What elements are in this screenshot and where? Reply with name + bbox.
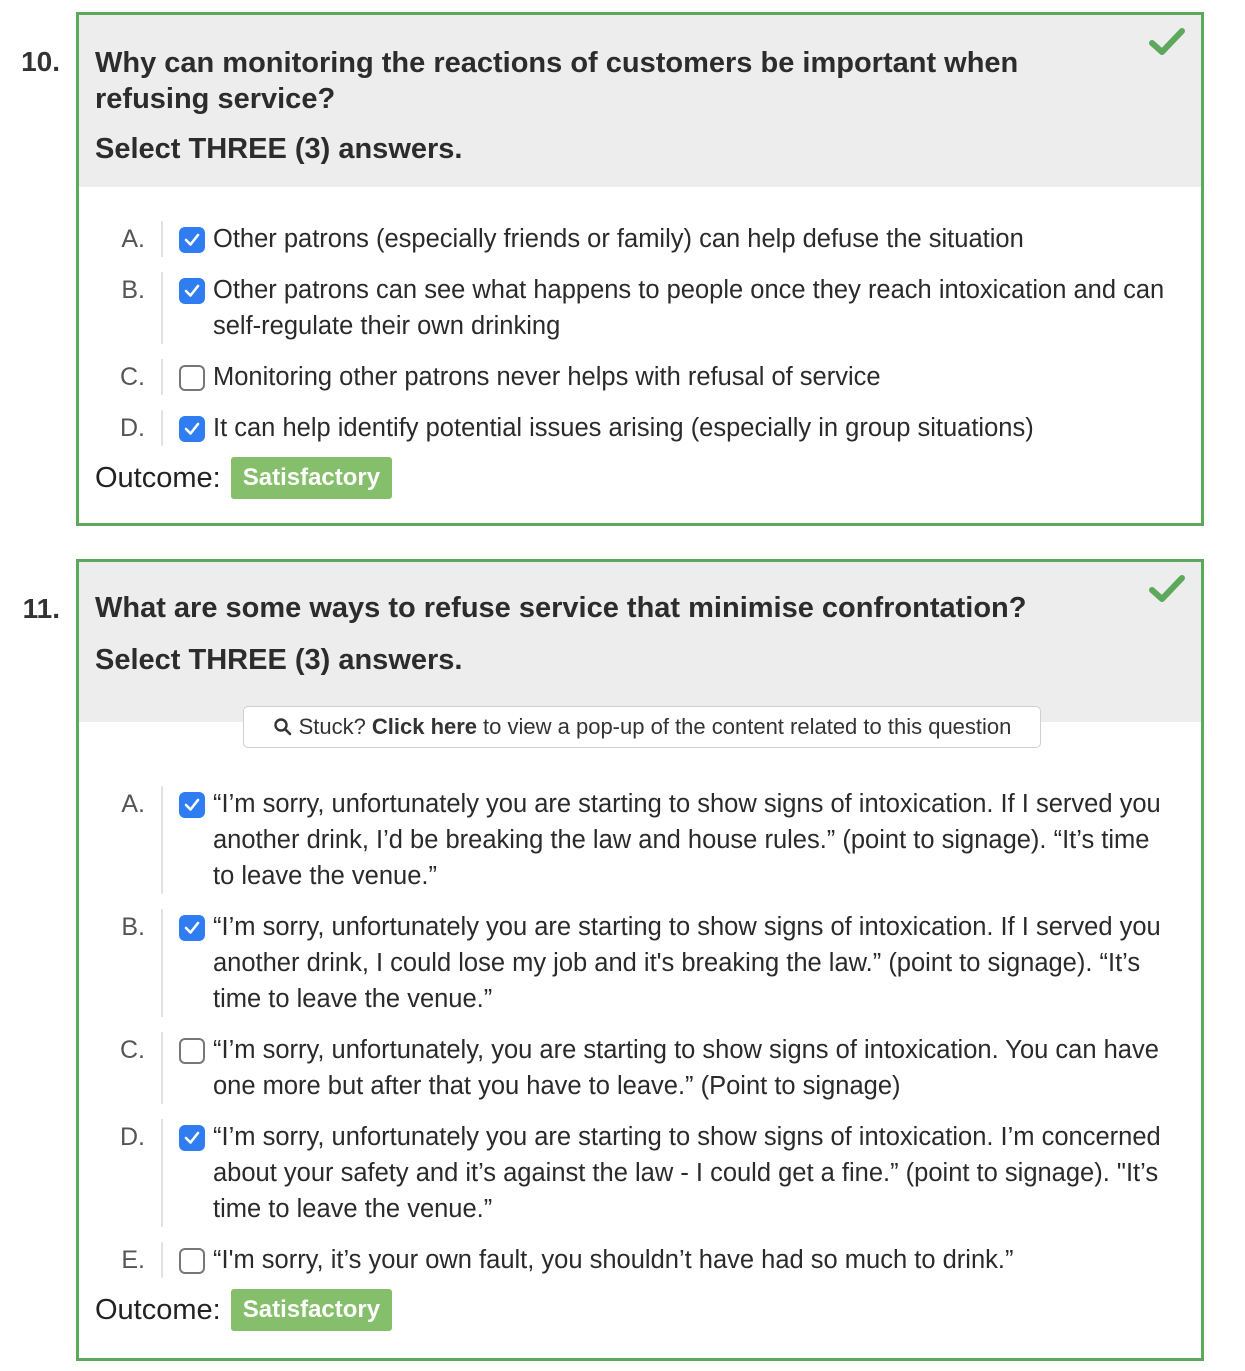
answer-options <box>79 187 1201 446</box>
answer-option[interactable] <box>79 1119 1201 1227</box>
answer-option[interactable] <box>79 909 1201 1017</box>
option-checkbox[interactable] <box>179 365 205 391</box>
answer-option[interactable] <box>79 272 1201 344</box>
option-letter: D. <box>79 1119 163 1227</box>
question-number: 11. <box>22 593 60 624</box>
checkmark-icon <box>183 796 201 814</box>
question-card <box>76 12 1204 526</box>
outcome-row <box>79 1289 1201 1331</box>
option-text: “I'm sorry, it’s your own fault, you shouldn’t have had so much to drink.” <box>213 1246 1014 1274</box>
outcome-badge: Satisfactory <box>231 457 392 499</box>
option-text: Monitoring other patrons never helps with refusal of service <box>213 363 881 391</box>
option-letter: B. <box>79 909 163 1017</box>
outcome-badge: Satisfactory <box>231 1289 392 1331</box>
question-title-emphasis: minimise confrontation? <box>688 592 1027 624</box>
question-number: 10. <box>21 46 60 77</box>
stuck-help-button[interactable] <box>243 706 1041 748</box>
option-letter: E. <box>79 1242 163 1278</box>
option-letter: B. <box>79 272 163 344</box>
option-text: “I’m sorry, unfortunately you are starting to show signs of intoxication. If I served you another drink, I could lose my job and it's breaking the law.” (point to signage). “It’s time to leave the venue.” <box>213 913 1161 1013</box>
option-letter: D. <box>79 410 163 446</box>
stuck-link[interactable]: Click here <box>371 714 478 739</box>
answer-option[interactable] <box>79 786 1201 894</box>
answer-option[interactable] <box>79 1242 1201 1278</box>
option-letter: C. <box>79 359 163 395</box>
question-title <box>95 590 1121 626</box>
option-text: Other patrons can see what happens to people once they reach intoxication and can self-regulate their own drinking <box>213 276 1165 340</box>
option-letter: A. <box>79 221 163 257</box>
checkmark-icon <box>183 231 201 249</box>
outcome-row <box>79 457 1201 499</box>
option-checkbox[interactable] <box>179 278 205 304</box>
option-text: “I’m sorry, unfortunately you are starting to show signs of intoxication. If I served you another drink, I’d be breaking the law and house rules.” (point to signage). “It’s time to leave the venue.” <box>213 790 1161 890</box>
option-text: It can help identify potential issues arising (especially in group situations) <box>213 414 1034 442</box>
option-checkbox[interactable] <box>179 416 205 442</box>
option-text: “I’m sorry, unfortunately, you are starting to show signs of intoxication. You can have one more but after that you have to leave.” (Point to signage) <box>213 1036 1159 1100</box>
answer-options <box>79 722 1201 1278</box>
answer-option[interactable] <box>79 1032 1201 1104</box>
answer-option[interactable] <box>79 410 1201 446</box>
option-checkbox[interactable] <box>179 1248 205 1274</box>
checkmark-icon <box>183 282 201 300</box>
option-letter: C. <box>79 1032 163 1104</box>
option-checkbox[interactable] <box>179 1125 205 1151</box>
option-text: Other patrons (especially friends or family) can help defuse the situation <box>213 225 1024 253</box>
stuck-suffix: to view a pop-up of the content related to this question <box>483 714 1012 739</box>
correct-check-icon <box>1149 27 1185 57</box>
option-checkbox[interactable] <box>179 227 205 253</box>
question-header <box>79 15 1201 187</box>
option-checkbox[interactable] <box>179 1038 205 1064</box>
answer-option[interactable] <box>79 359 1201 395</box>
question-title: Why can monitoring the reactions of customers be important when refusing service? <box>95 47 1019 115</box>
checkmark-icon <box>183 1129 201 1147</box>
option-text: “I’m sorry, unfortunately you are starting to show signs of intoxication. I’m concerned about your safety and it’s against the law - I could get a fine.” (point to signage). "It’s time to leave the venue.” <box>213 1123 1161 1223</box>
checkmark-icon <box>183 919 201 937</box>
question-instruction: Select THREE (3) answers. <box>95 644 463 676</box>
checkmark-icon <box>183 420 201 438</box>
question-header <box>79 562 1201 722</box>
question-instruction: Select THREE (3) answers. <box>95 133 463 165</box>
option-checkbox[interactable] <box>179 792 205 818</box>
outcome-label: Outcome: <box>95 461 221 494</box>
search-icon <box>273 717 293 737</box>
option-letter: A. <box>79 786 163 894</box>
question-card <box>76 559 1204 1361</box>
option-checkbox[interactable] <box>179 915 205 941</box>
stuck-prefix: Stuck? <box>298 714 366 739</box>
correct-check-icon <box>1149 574 1185 604</box>
answer-option[interactable] <box>79 221 1201 257</box>
question-title-text: What are some ways to refuse service that <box>95 592 689 624</box>
outcome-label: Outcome: <box>95 1293 221 1326</box>
